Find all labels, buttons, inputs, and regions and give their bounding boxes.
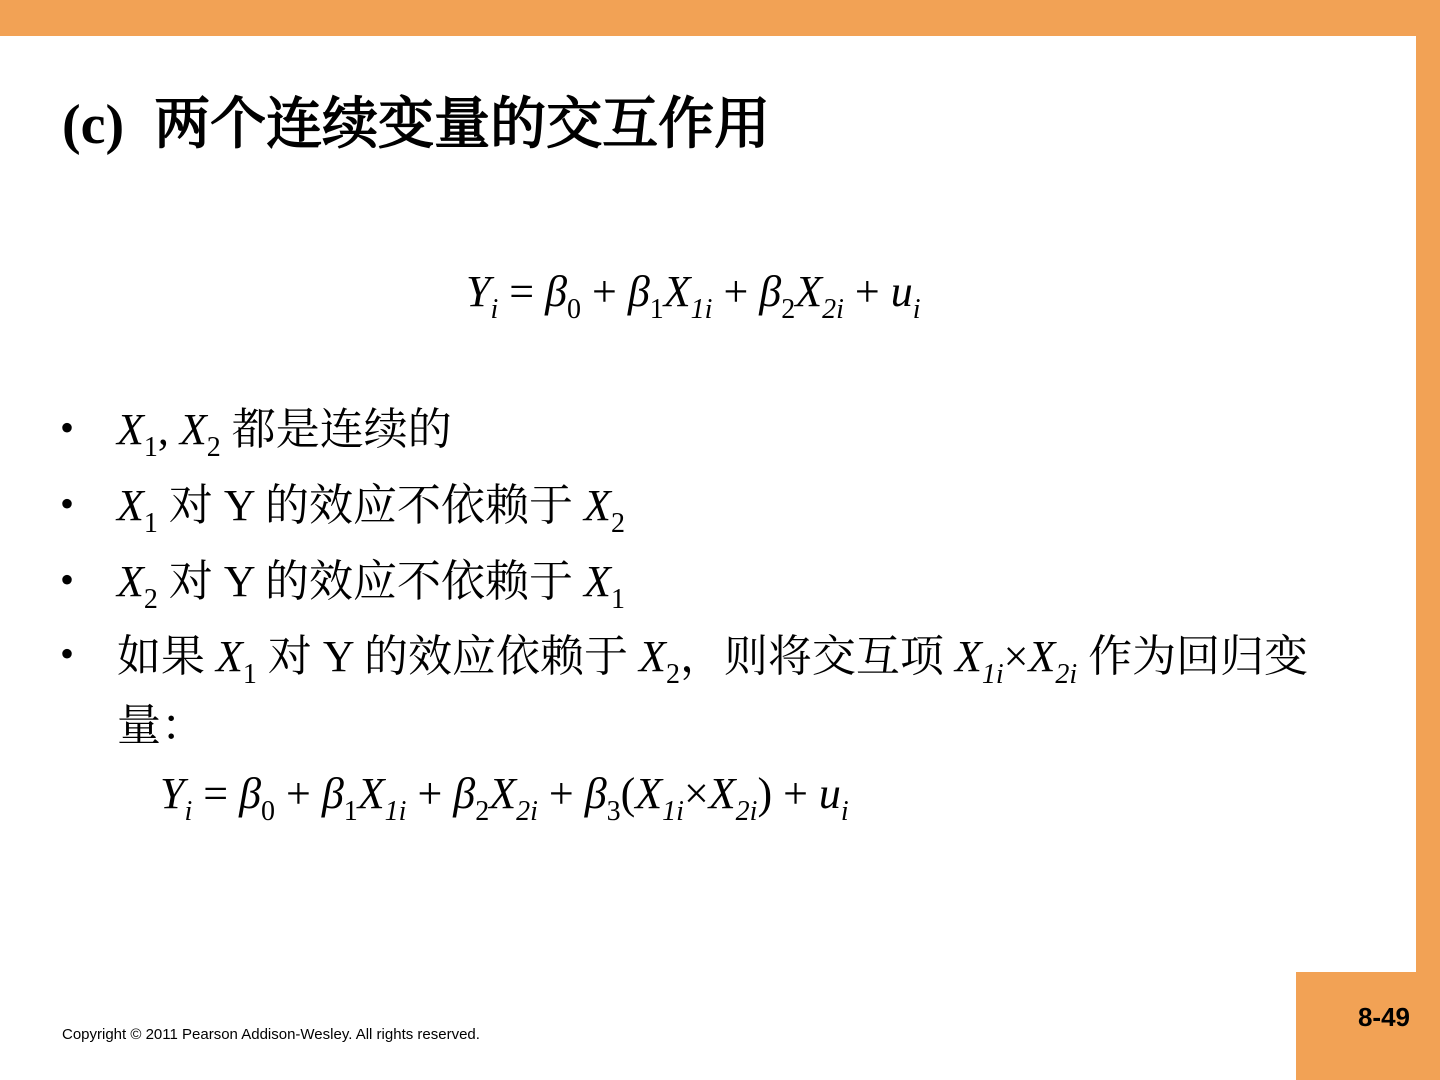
page-number: 8-49 — [1357, 1002, 1410, 1032]
equation-1: $Y_i = \beta_0 + \beta_1X_{1i} + \beta_2X_{2i} + u_i$ — [466, 267, 921, 325]
top-accent-bar — [0, 0, 1440, 36]
bullet-item: • $X_1$ 对 Y 的效应不依赖于 $X_2$ — [60, 480, 625, 539]
title-text: 两个连续变量的交互作用 — [154, 94, 771, 156]
equation-2: $Y_i = \beta_0 + \beta_1X_{1i} + \beta_2X_{2i} + \beta_3(X_{1i}\times X_{2i}) + u_i$ — [160, 769, 849, 827]
page-number-box — [1296, 972, 1440, 1080]
right-accent-bar — [1416, 0, 1440, 1080]
bullet-dot: • — [60, 556, 75, 602]
bullet-dot: • — [60, 631, 75, 677]
slide-title — [62, 92, 770, 159]
bullet-dot: • — [60, 405, 75, 450]
bullet-dot: • — [60, 480, 75, 526]
title-tag: (c) — [62, 94, 125, 156]
bullet-item: • 如果 $X_1$ 对 Y 的效应依赖于 $X_2$，则将交互项 $X_{1i}\times X_{2i}$ 作为回归变量： — [60, 623, 1360, 759]
bullet-item: • $X_1$, $X_2$ 都是连续的 — [60, 405, 452, 463]
bullet-item: • $X_2$ 对 Y 的效应不依赖于 $X_1$ — [60, 556, 625, 615]
copyright-notice: Copyright © 2011 Pearson Addison-Wesley. All rights reserved. — [62, 1026, 480, 1043]
bullet-list — [60, 404, 1360, 783]
